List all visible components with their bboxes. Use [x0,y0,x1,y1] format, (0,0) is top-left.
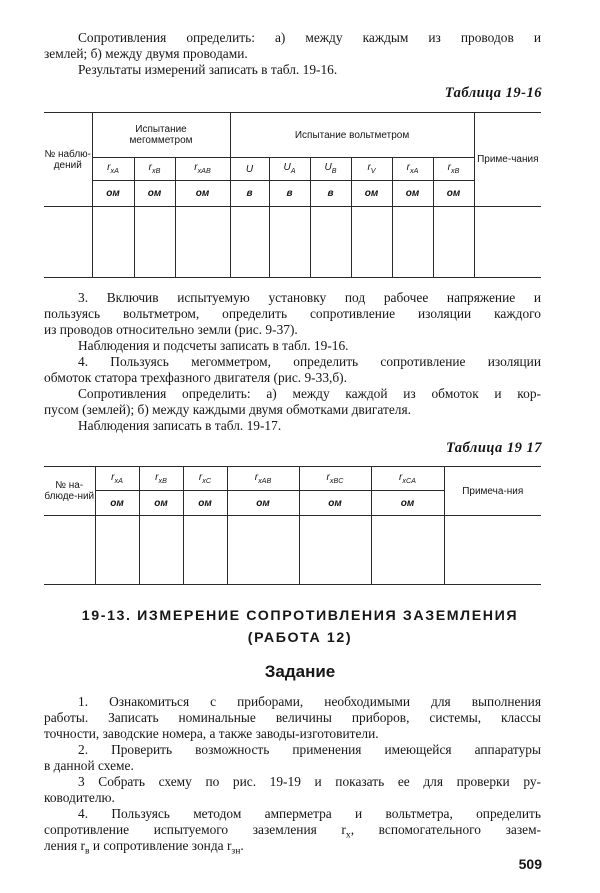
t17-sym-1: $r_{xB}$ [139,467,183,491]
task2-line-1: 2. Проверить возможность применения имеющейся аппаратуры [78,742,541,757]
t16-sym-5: $U_B$ [310,158,351,181]
t17-header-obs-no: № на-блюде-ний [44,467,95,516]
p3b-line: Наблюдения и подсчеты записать в табл. 19-16. [78,338,349,353]
t17-unit-5: ом [371,491,444,516]
table-19-16 [44,112,541,278]
p3-line-3: из проводов относительно земли (рис. 9-37). [44,322,298,337]
t16-unit-8: ом [433,181,474,207]
intro-line-1: Сопротивления определить: а) между каждым из проводов и [78,30,541,45]
table-19-17-caption: Таблица 19 17 [445,440,542,456]
t16-symbol-row [44,158,541,181]
task2-line-2: в данной схеме. [44,758,134,773]
t16-unit-row [44,181,541,207]
table-19-16-caption: Таблица 19-16 [444,85,542,101]
t16-unit-0: ом [92,181,134,207]
page-number: 509 [518,856,542,872]
task4-line-1: 4. Пользуясь методом амперметра и вольтметра, определить [78,806,541,821]
t17-sym-5: $r_{xCA}$ [371,467,444,491]
t16-sym-3: U [230,158,269,181]
p4b-line-1: Сопротивления определить: а) между каждой из обмоток и кор- [78,386,541,401]
t16-unit-3: в [230,181,269,207]
t17-unit-2: ом [183,491,227,516]
t17-header-notes: Примеча-ния [444,467,541,516]
t17-unit-3: ом [227,491,299,516]
t17-unit-4: ом [299,491,371,516]
t16-sym-1: $r_{xB}$ [134,158,175,181]
t17-unit-1: ом [139,491,183,516]
task3-line-1: 3 Собрать схему по рис. 19-19 и показать ее для проверки ру- [78,774,541,789]
t16-header-megger: Испытание мегомметром [92,113,230,158]
task4-line-3: ления $r_в$ и сопротивление зонда $r_{зн}$. [44,838,244,857]
t16-header-obs-no: № наблю-дений [44,113,92,207]
task4-line-2: сопротивление испытуемого заземления $r_x$, вспомогательного зазем- [44,822,542,841]
t16-empty-row [44,207,541,278]
t17-unit-0: ом [95,491,139,516]
p4c-line: Наблюдения записать в табл. 19-17. [78,418,282,433]
section-title-line-1: 19-13. ИЗМЕРЕНИЕ СОПРОТИВЛЕНИЯ ЗАЗЕМЛЕНИЯ [81,608,519,624]
task1-line-3: точности, заводские номера, а также заводы-изготовители. [44,726,379,741]
p4b-line-2: пусом (землей); б) между каждыми двумя обмотками двигателя. [44,402,411,417]
table-19-17 [44,466,541,585]
t16-sym-6: $r_V$ [351,158,392,181]
t16-sym-2: $r_{xAB}$ [175,158,230,181]
t17-sym-0: $r_{xA}$ [95,467,139,491]
t16-header-voltmeter: Испытание вольтметром [230,113,474,158]
p4-line-2: обмоток статора трехфазного двигателя (рис. 9-33,б). [44,370,347,385]
t17-sym-4: $r_{xBC}$ [299,467,371,491]
t17-symbol-row [44,467,541,491]
task3-line-2: ководителю. [44,790,115,805]
t16-unit-7: ом [392,181,433,207]
task1-line-2: работы. Записать номинальные величины приборов, системы, классы [44,710,541,725]
t16-unit-4: в [269,181,310,207]
t17-sym-2: $r_{xC}$ [183,467,227,491]
intro-line-2: землей; б) между двумя проводами. [44,46,248,61]
task1-line-1: 1. Ознакомиться с приборами, необходимыми для выполнения [78,694,541,709]
t16-unit-1: ом [134,181,175,207]
t16-header-notes: Приме-чания [474,113,541,207]
t16-sym-7: $r_{xA}$ [392,158,433,181]
intro-line-3: Результаты измерений записать в табл. 19-16. [78,62,338,77]
t16-sym-8: $r_{xB}$ [433,158,474,181]
t17-empty-row [44,516,541,585]
p3-line-1: 3. Включив испытуемую установку под рабочее напряжение и [78,290,541,305]
section-title-line-2: (РАБОТА 12) [247,630,353,646]
t16-sym-4: $U_A$ [269,158,310,181]
t16-unit-2: ом [175,181,230,207]
t17-sym-3: $r_{xAB}$ [227,467,299,491]
t16-sym-0: $r_{xA}$ [92,158,134,181]
p4-line-1: 4. Пользуясь мегомметром, определить сопротивление изоляции [78,354,541,369]
t16-unit-5: в [310,181,351,207]
t16-unit-6: ом [351,181,392,207]
p3-line-2: пользуясь вольтметром, определить сопротивление изоляции каждого [44,306,541,321]
task-heading: Задание [264,662,336,681]
